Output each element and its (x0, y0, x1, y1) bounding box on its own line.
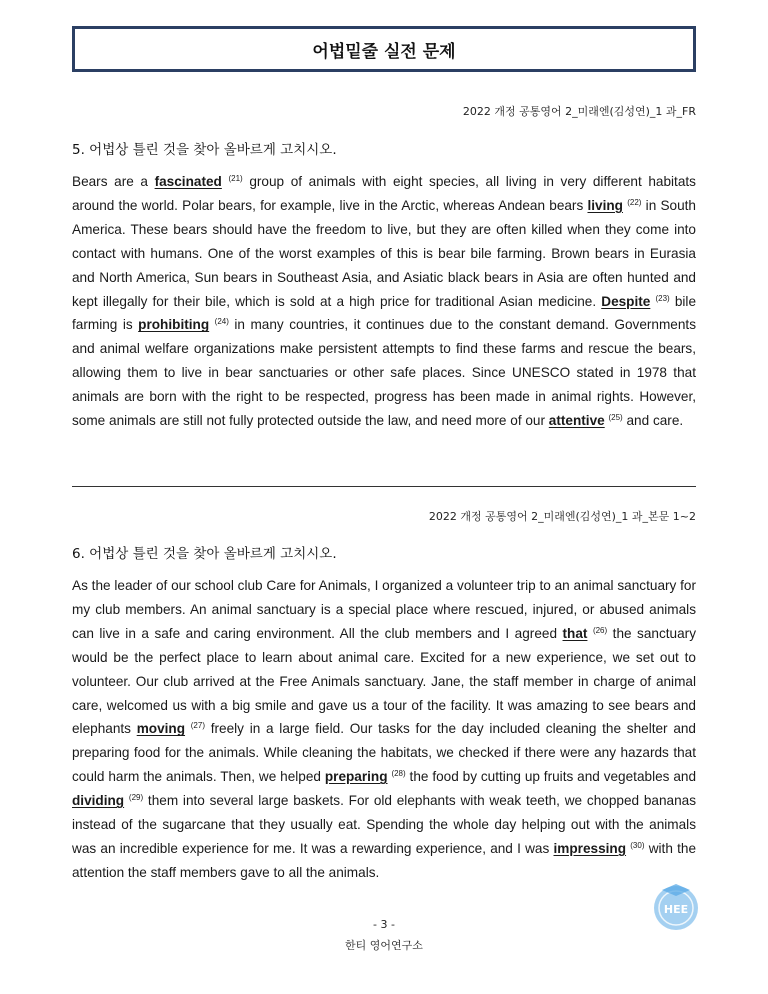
blank-number: (27) (190, 721, 205, 731)
blank-number: (24) (214, 317, 229, 327)
blank-number: (21) (228, 174, 243, 183)
q6-passage (72, 574, 696, 885)
blank-number: (26) (592, 625, 608, 635)
underlined-word: fascinated (154, 174, 222, 189)
blank-number: (23) (655, 293, 670, 303)
passage-text: them into several large baskets. For old elephants with weak teeth, we chopped bananas instead of the sugarcane that they usually eat. Spending the whole day helping out with the animals was an incredible experience for me. It was a rewarding experience, and I was (72, 793, 696, 856)
q6-source: 2022 개정 공통영어 2_미래엔(김성연)_1 과_본문 1~2 (428, 510, 696, 523)
passage-text: the sanctuary would be the perfect place to learn about animal care. Excited for a new experience, we set out to volunteer. Our club arrived at the Free Animals sanctuary. Jane, the staff member in charge of animal care, welcomed us with a big smile and gave us a tour of the facility. It was amazing to see bears and elephants (72, 625, 696, 737)
underlined-word: Despite (601, 293, 651, 309)
blank-number: (25) (608, 413, 623, 423)
passage-text: and care. (622, 413, 684, 429)
underlined-word: prohibiting (138, 317, 210, 333)
page-number: - 3 - (373, 918, 395, 931)
passage-text: the food by cutting up fruits and vegetables and (405, 769, 697, 785)
passage-text: bile farming is (72, 293, 696, 333)
logo-text: HEE (663, 903, 689, 916)
underlined-word: that (562, 625, 588, 641)
passage-text: with the attention the staff members gave to all the animals. (72, 840, 697, 880)
q6-title: 6. 어법상 틀린 것을 찾아 올바르게 고치시오. (72, 546, 337, 562)
blank-number: (29) (128, 793, 144, 803)
q5-passage (72, 170, 696, 433)
passage-text: group of animals with eight species, all living in very different habitats around the world. Polar bears, for example, live in the Arctic, whereas Andean bears (72, 174, 696, 213)
q5-source: 2022 개정 공통영어 2_미래엔(김성연)_1 과_FR (462, 105, 696, 118)
passage-text: As the leader of our school club Care for Animals, I organized a volunteer trip to an animal sanctuary for my club members. An animal sanctuary is a special place where rescued, injured, or abused animals can live in a safe and caring environment. All the club members and I agreed (72, 578, 696, 641)
blank-number: (22) (627, 197, 642, 207)
underlined-word: impressing (553, 840, 627, 856)
section-divider (72, 486, 696, 487)
blank-number: (28) (391, 769, 406, 779)
underlined-word: dividing (72, 793, 125, 809)
underlined-word: moving (136, 721, 186, 737)
page-title: 어법밑줄 실전 문제 (72, 26, 696, 72)
passage-text: in South America. These bears should have the freedom to live, but they are often killed when they come into contact with humans. One of the worst examples of this is bear bile farming. Brown bears in Eurasia and North America, Sun bears in Southeast Asia, and Asiatic black bears in Asia are often hunted and kept illegally for their bile, which is sold at a high price for traditional Asian medicine. (72, 197, 696, 309)
q5-title: 5. 어법상 틀린 것을 찾아 올바르게 고치시오. (72, 142, 337, 158)
passage-text: Bears are a (72, 174, 155, 189)
passage-text: freely in a large field. Our tasks for the day included cleaning the shelter and preparing food for the animals. While cleaning the habitats, we checked if there were any hazards that could harm the animals. Then, we helped (72, 721, 696, 785)
underlined-word: attentive (548, 413, 605, 429)
passage-text: in many countries, it continues due to the constant demand. Governments and animal welfare organizations make persistent attempts to find these farms and rescue the bears, allowing them to live in bear sanctuaries or other safe places. Since UNESCO stated in 1978 that animals are born with the right to be respected, progress has been made in animal rights. However, some animals are still not fully protected outside the law, and need more of our (72, 317, 696, 429)
blank-number: (30) (630, 840, 645, 850)
footer-organization: 한티 영어연구소 (345, 939, 423, 952)
underlined-word: preparing (324, 769, 388, 785)
underlined-word: living (587, 197, 623, 213)
